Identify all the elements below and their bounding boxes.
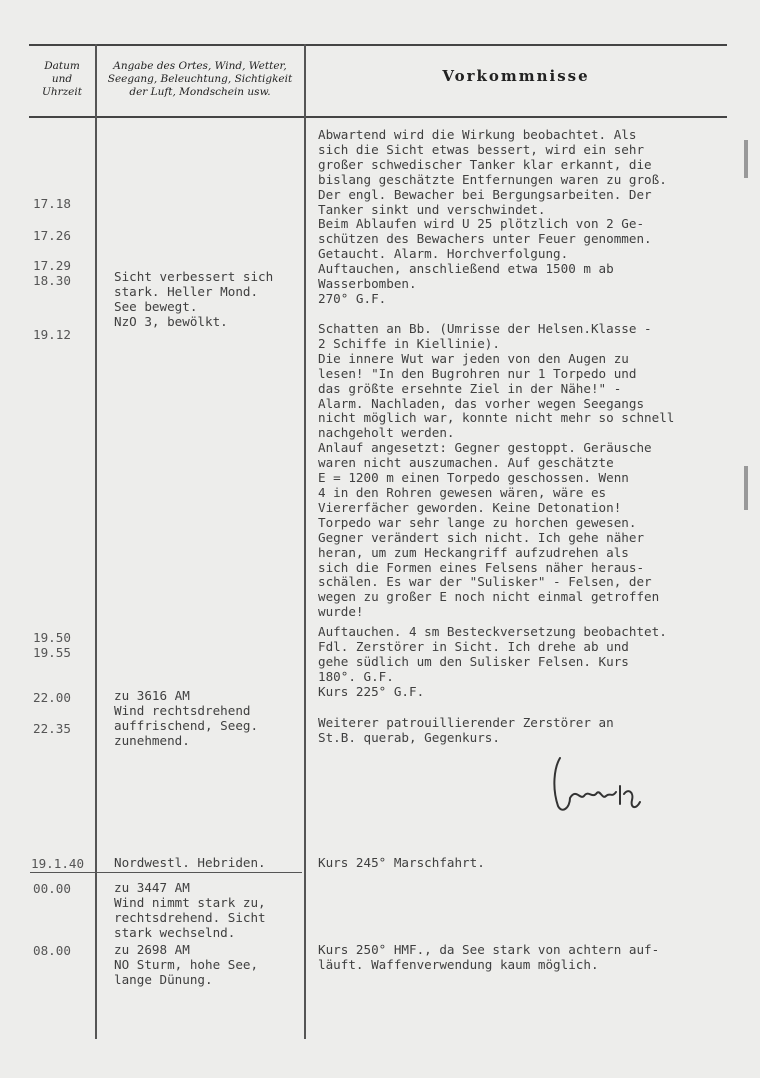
location-underline [102,872,302,873]
header-conditions: Angabe des Ortes, Wind, Wetter, Seegang, Beleuchtung, Sichtigkeit der Luft, Mondschein usw. [107,60,293,98]
edge-mark [744,466,748,510]
event-entry: Abwartend wird die Wirkung beobachtet. Als sich die Sicht etwas bessert, wird ein sehr großer schwedischer Tanker klar erkannt, die bislang geschätzte Entfernungen waren zu groß. Der engl. Bewacher bei Bergungsarbeiten. Der Tanker sinkt und verschwindet. Beim Ablaufen wird U 25 plötzlich von 2 Ge- schützen des Bewachers unter Feuer genommen. Getaucht. Alarm. Horchverfolgung. Auftauchen, anschließend etwa 1500 m ab Wasserbomben. 270° G.F. [318,127,667,306]
condition-entry: zu 3616 AM Wind rechtsdrehend auffrischend, Seeg. zunehmend. [114,688,259,748]
edge-mark [744,140,748,178]
event-entry: Kurs 250° HMF., da See stark von achtern auf- läuft. Waffenverwendung kaum möglich. [318,942,660,972]
column-divider-2 [304,44,306,1039]
condition-entry: zu 3447 AM Wind nimmt stark zu, rechtsdrehend. Sicht stark wechselnd. [114,880,266,940]
time-entry: 17.29 [33,258,71,273]
condition-entry: Nordwestl. Hebriden. [114,855,266,870]
time-entry: 19.12 [33,327,71,342]
condition-entry: zu 2698 AM NO Sturm, hohe See, lange Dünung. [114,942,259,987]
event-entry: Weiterer patrouillierender Zerstörer an St.B. querab, Gegenkurs. [318,715,614,745]
time-entry: 17.26 [33,228,71,243]
event-entry: Kurs 245° Marschfahrt. [318,855,485,870]
condition-entry: Sicht verbessert sich stark. Heller Mond. See bewegt. NzO 3, bewölkt. [114,269,274,329]
header-events: Vorkommnisse [442,67,590,85]
time-entry: 00.00 [33,881,71,896]
event-entry: Schatten an Bb. (Umrisse der Helsen.Klasse - 2 Schiffe in Kiellinie). Die innere Wut war jeden von den Augen zu lesen! "In den Bugrohren nur 1 Torpedo und das größte ersehnte Ziel in der Nähe!" - Alarm. Nachladen, das vorher wegen Seegangs nicht möglich war, konnte nicht mehr so schnell nachgeholt werden. Anlauf angesetzt: Gegner gestoppt. Geräusche waren nicht auszumachen. Auf geschätzte E = 1200 m einen Torpedo geschossen. Wenn 4 in den Rohren gewesen wären, wäre es Viererfächer geworden. Keine Detonation! Torpedo war sehr lange zu horchen gewesen. Gegner verändert sich nicht. Ich gehe näher heran, um zum Heckangriff aufzudrehen als sich die Formen eines Felsens näher heraus- schälen. Es war der "Sulisker" - Felsen, der wegen zu großer E noch nicht einmal getroffen wurde! [318,321,675,620]
time-entry: 08.00 [33,943,71,958]
time-entry: 18.30 [33,273,71,288]
header-bottom-rule [29,116,727,118]
handwritten-signature [540,748,660,828]
date-entry: 19.1.40 [31,856,85,871]
header-date-time: Datum und Uhrzeit [42,60,82,98]
column-divider-1 [95,44,97,1039]
time-entry: 17.18 [33,196,71,211]
time-entry: 22.35 [33,721,71,736]
time-entry: 19.55 [33,645,71,660]
time-entry: 19.50 [33,630,71,645]
table-top-rule [29,44,727,46]
event-entry: Auftauchen. 4 sm Besteckversetzung beobachtet. Fdl. Zerstörer in Sicht. Ich drehe ab und gehe südlich um den Sulisker Felsen. Kurs 180°. G.F. Kurs 225° G.F. [318,624,667,699]
time-entry: 22.00 [33,690,71,705]
date-underline [30,872,102,873]
